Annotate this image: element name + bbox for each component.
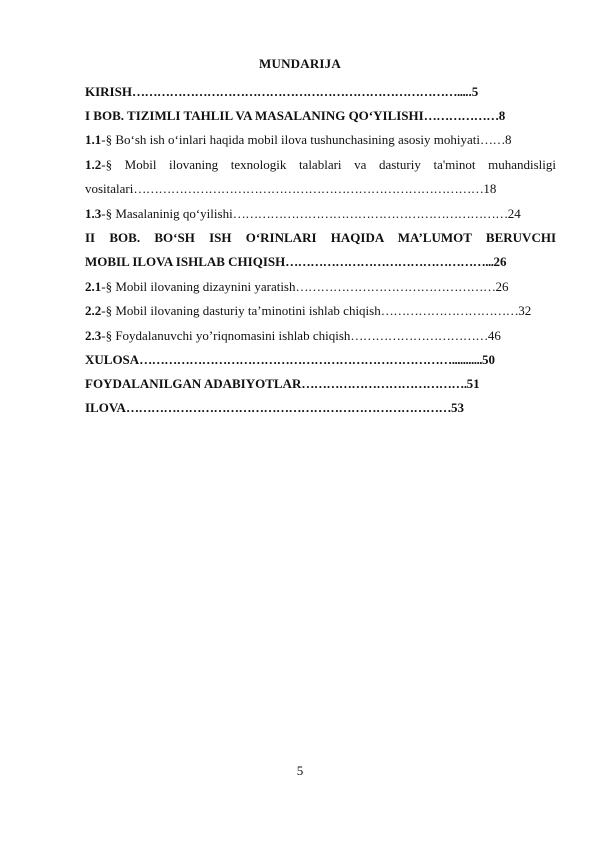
toc-leader: …………………………………………... — [285, 254, 494, 269]
toc-page: 24 — [507, 206, 521, 221]
toc-leader: …… — [480, 132, 506, 147]
toc-leader: …………………………………………………………………........... — [139, 352, 482, 367]
toc-label: II BOB. BO‘SH ISH O‘RINLARI HAQIDA MA’LUMOT BERUVCHI — [85, 230, 556, 245]
toc-label: MOBIL ILOVA ISHLAB CHIQISH — [85, 254, 286, 269]
toc-number: 2.2 — [85, 303, 102, 318]
toc-label: FOYDALANILGAN ADABIYOTLAR — [85, 376, 302, 391]
toc-entry-xulosa — [85, 352, 556, 368]
toc-page: ..5 — [465, 84, 479, 99]
toc-page: 32 — [518, 303, 532, 318]
toc-number: 2.1 — [85, 279, 102, 294]
toc-leader: …………………………… — [350, 328, 488, 343]
toc-page: 53 — [450, 400, 464, 415]
toc-leader: ………………………………………………………………………… — [133, 181, 484, 196]
toc-entry-ilova — [85, 400, 556, 416]
toc-label: -§ Masalaninig qo‘yilishi — [101, 206, 233, 221]
toc-label: vositalari — [85, 181, 134, 196]
toc-page: 26 — [495, 279, 509, 294]
toc-label: I BOB. TIZIMLI TAHLIL VA MASALANING QO‘YILISHI — [85, 108, 424, 123]
toc-leader: …………………………………………………………………… — [125, 400, 451, 415]
toc-entry-chapter-2 — [85, 230, 556, 246]
toc-entry-section-2-3 — [85, 328, 556, 344]
toc-number: 1.3 — [85, 206, 102, 221]
toc-entry-section-1-3 — [85, 206, 556, 222]
toc-label: XULOSA — [85, 352, 140, 367]
toc-leader: ……………………………………………………………………... — [131, 84, 466, 99]
toc-leader: …………………………………. — [301, 376, 467, 391]
toc-entry-section-2-2 — [85, 303, 556, 319]
toc-leader: ………………………………………………………… — [232, 206, 508, 221]
toc-label: -§ Foydalanuvchi yo’riqnomasini ishlab chiqish — [101, 328, 351, 343]
toc-label: -§ Mobil ilovaning dasturiy ta’minotini ishlab chiqish — [101, 303, 381, 318]
toc-page: 18 — [483, 181, 497, 196]
toc-label: KIRISH — [85, 84, 132, 99]
toc-page: 26 — [493, 254, 507, 269]
toc-number: 2.3 — [85, 328, 102, 343]
toc-label: -§ Mobil ilovaning dizaynini yaratish — [101, 279, 296, 294]
toc-entry-section-1-1 — [85, 132, 556, 148]
toc-label: ILOVA — [85, 400, 126, 415]
toc-entry-section-2-1 — [85, 279, 556, 295]
toc-number: 1.2 — [85, 157, 102, 172]
toc-leader: ………………………………………… — [295, 279, 496, 294]
toc-page: 46 — [487, 328, 501, 343]
toc-entry-section-1-2 — [85, 157, 556, 173]
page-number: 5 — [296, 763, 304, 778]
toc-label: -§ Mobil ilovaning texnologik talablari va dasturiy ta'minot muhandisligi — [101, 157, 556, 172]
toc-entry-chapter-1 — [85, 108, 556, 124]
toc-page: 8 — [505, 132, 512, 147]
toc-page: 50 — [481, 352, 495, 367]
toc-page: 51 — [466, 376, 480, 391]
toc-number: 1.1 — [85, 132, 102, 147]
toc-leader: ……………… — [423, 108, 499, 123]
toc-entry-section-1-2-cont — [85, 181, 556, 197]
toc-entry-references — [85, 376, 556, 392]
toc-label: -§ Bo‘sh ish o‘inlari haqida mobil ilova tushunchasining asosiy mohiyati — [101, 132, 481, 147]
toc-leader: …………………………… — [380, 303, 519, 318]
toc-entry-kirish — [85, 84, 556, 100]
toc-entry-chapter-2-cont — [85, 254, 556, 270]
toc-page: 8 — [498, 108, 506, 123]
page-title: MUNDARIJA — [259, 56, 341, 71]
